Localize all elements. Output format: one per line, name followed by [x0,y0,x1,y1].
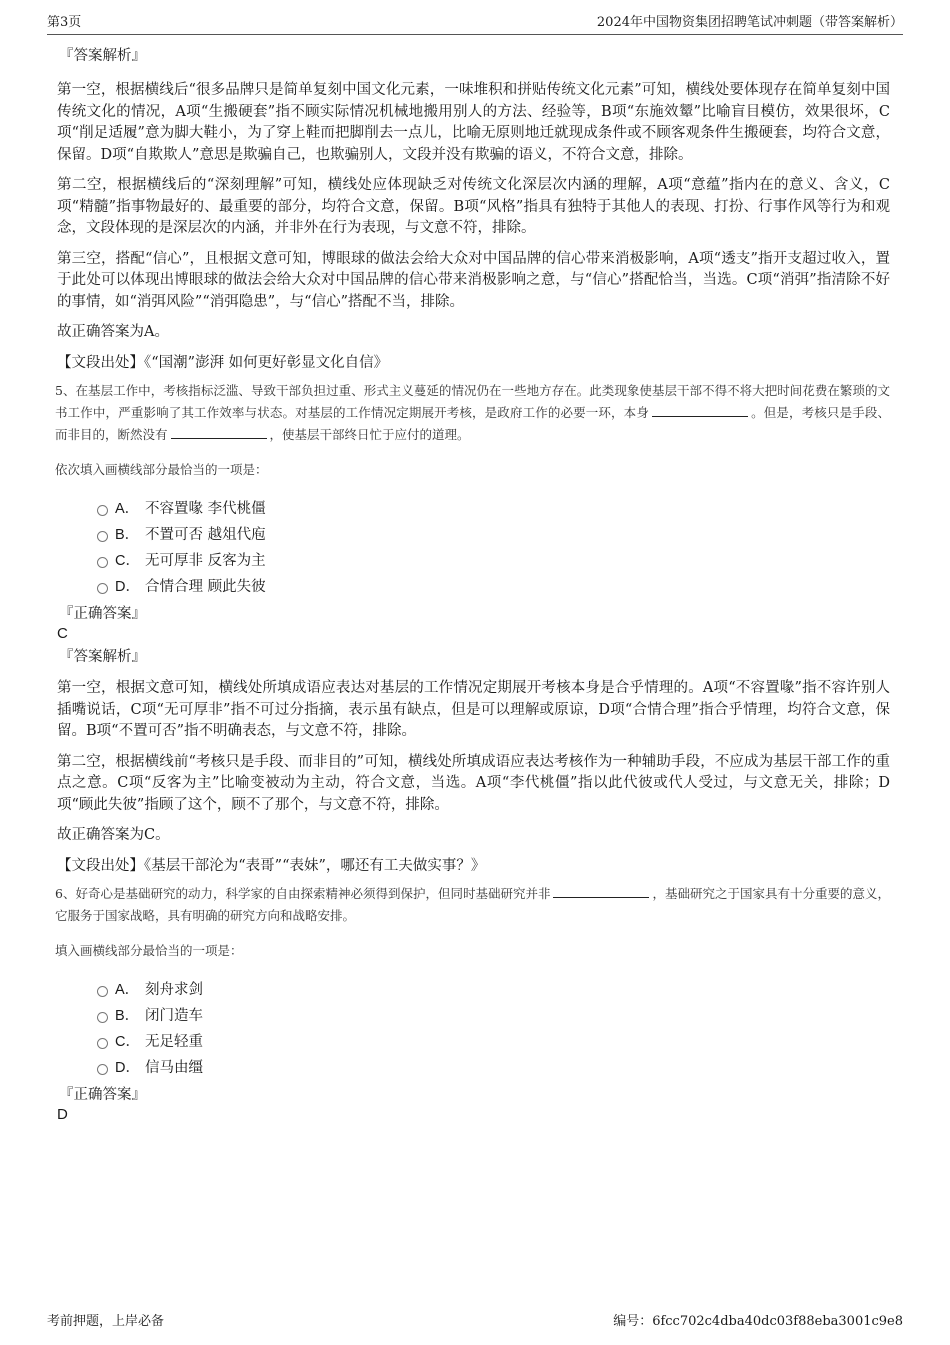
q4-analysis-paragraph-1: 第一空，根据横线后“很多品牌只是简单复刻中国文化元素，一味堆积和拼贴传统文化元素”可知，横线处要体现存在简单复刻中国传统文化的情况，A项“生搬硬套”指不顾实际情况机械地搬用别人的方法、经验等，B项“东施效颦”比喻盲目模仿，效果很坏，C项“削足适履”意为脚大鞋小，为了穿上鞋而把脚削去一点儿，比喻无原则地迁就现成条件或不顾客观条件生搬硬套，均符合文意，保留。D项“自欺欺人”意思是欺骗自己，也欺骗别人，文段并没有欺骗的语义，不符合文意，排除。 [57,82,890,163]
q5-blank-1 [652,403,748,417]
q6-text-part-2: ，基础研究之于国家具有十分重要的意义，它服务于国家战略，具有明确的研究方向和战略安排。 [55,886,890,923]
option-text: 无足轻重 [145,1034,203,1050]
q6-options [95,977,890,1081]
q6-option-d[interactable] [95,1055,890,1081]
page-number: 第3页 [47,15,82,30]
q4-conclusion: 故正确答案为A。 [57,324,169,340]
q6-option-c[interactable] [95,1029,890,1055]
option-letter: C． [115,553,140,569]
q5-blank-2 [171,425,267,439]
option-text: 刻舟求剑 [145,982,203,998]
option-letter: A． [115,982,140,998]
radio-icon[interactable] [97,1038,108,1049]
q5-analysis-label: 『答案解析』 [59,649,146,665]
radio-icon[interactable] [97,531,108,542]
option-letter: D． [115,579,140,595]
option-text: 无可厚非 反客为主 [145,553,266,569]
document-title: 2024年中国物资集团招聘笔试冲刺题（带答案解析） [596,15,903,30]
option-letter: B． [115,1008,140,1024]
q5-conclusion: 故正确答案为C。 [57,827,170,843]
q5-option-c[interactable] [95,548,890,574]
q4-analysis-paragraph-2: 第二空，根据横线后的“深刻理解”可知，横线处应体现缺乏对传统文化深层次内涵的理解，A项“意蕴”指内在的意义、含义，C项“精髓”指事物最好的、最重要的部分，均符合文意，保留。B项“风格”指具有独特于其他人的表现、打扮、行事作风等行为和观念，文段体现的是深层次的内涵，并非外在行为表现，与文意不符，排除。 [57,177,890,236]
radio-icon[interactable] [97,505,108,516]
page-content [57,46,890,1125]
option-letter: C． [115,1034,140,1050]
q5-analysis-paragraph-1: 第一空，根据文意可知，横线处所填成语应表达对基层的工作情况定期展开考核本身是合乎情理的。A项“不容置喙”指不容许别人插嘴说话，C项“无可厚非”指不可过分指摘，表示虽有缺点，但是可以理解或原谅，D项“合情合理”指合乎情理，均符合文意，保留。B项“不置可否”指不明确表态，与文意不符，排除。 [57,680,890,739]
option-letter: D． [115,1060,140,1076]
q5-source: 【文段出处】《基层干部沦为“表哥”“表妹”，哪还有工夫做实事？》 [57,857,486,874]
q6-text-part-1: 6、好奇心是基础研究的动力，科学家的自由探索精神必须得到保护，但同时基础研究并非 [55,886,551,901]
radio-icon[interactable] [97,986,108,997]
q5-text-part-1: 5、在基层工作中，考核指标泛滥、导致干部负担过重、形式主义蔓延的情况仍在一些地方存在。此类现象使基层干部不得不将大把时间花费在繁琐的文书工作中，严重影响了其工作效率与状态。对基层的工作情况定期展开考核，是政府工作的必要一环，本身 [55,383,890,420]
radio-icon[interactable] [97,1012,108,1023]
document-code: 编号：6fcc702c4dba40dc03f88eba3001c9e8 [613,1314,903,1329]
q4-source: 【文段出处】《“国潮”澎湃 如何更好彰显文化自信》 [57,354,389,371]
q5-text-part-3: ，使基层干部终日忙于应付的道理。 [269,427,470,442]
q6-blank [553,884,649,898]
option-text: 不容置喙 李代桃僵 [145,501,266,517]
q5-text-part-2: 。但是，考核只是手段、而非目的，断然没有 [55,405,890,442]
radio-icon[interactable] [97,583,108,594]
option-letter: A． [115,501,140,517]
q6-option-a[interactable] [95,977,890,1003]
q5-options [95,496,890,600]
q5-prompt: 依次填入画横线部分最恰当的一项是： [55,462,268,477]
footer-slogan: 考前押题，上岸必备 [47,1314,165,1329]
q5-option-b[interactable] [95,522,890,548]
q5-answer-label: 『正确答案』 [59,606,146,622]
option-text: 合情合理 顾此失彼 [145,579,266,595]
option-text: 闭门造车 [145,1008,203,1024]
q5-option-d[interactable] [95,574,890,600]
q4-analysis-label: 『答案解析』 [59,48,146,64]
option-letter: B． [115,527,140,543]
q6-question-text [55,883,890,927]
radio-icon[interactable] [97,557,108,568]
q5-analysis-paragraph-2: 第二空，根据横线前“考核只是手段、而非目的”可知，横线处所填成语应表达考核作为一种辅助手段，不应成为基层干部工作的重点之意。C项“反客为主”比喻变被动为主动，符合文意，当选。A项“李代桃僵”指以此代彼或代人受过，与文意无关，排除；D项“顾此失彼”指顾了这个，顾不了那个，与文意不符，排除。 [57,753,890,813]
q4-analysis-paragraph-3: 第三空，搭配“信心”，且根据文意可知，博眼球的做法会给大众对中国品牌的信心带来消极影响，A项“透支”指开支超过收入，置于此处可以体现出博眼球的做法会给大众对中国品牌的信心带来消极影响之意，与“信心”搭配恰当，当选。C项“消弭”指清除不好的事情，如“消弭风险”“消弭隐患”，与“信心”搭配不当，排除。 [57,250,890,310]
option-text: 信马由缰 [145,1060,203,1076]
radio-icon[interactable] [97,1064,108,1075]
q6-option-b[interactable] [95,1003,890,1029]
q6-answer-label: 『正确答案』 [59,1087,146,1103]
page-header [47,14,903,35]
q5-answer: C [57,625,68,642]
q5-option-a[interactable] [95,496,890,522]
page-footer [47,1313,903,1333]
q6-prompt: 填入画横线部分最恰当的一项是： [55,943,243,958]
q6-answer: D [57,1106,68,1123]
option-text: 不置可否 越俎代庖 [145,527,266,543]
q5-question-text [55,380,890,446]
